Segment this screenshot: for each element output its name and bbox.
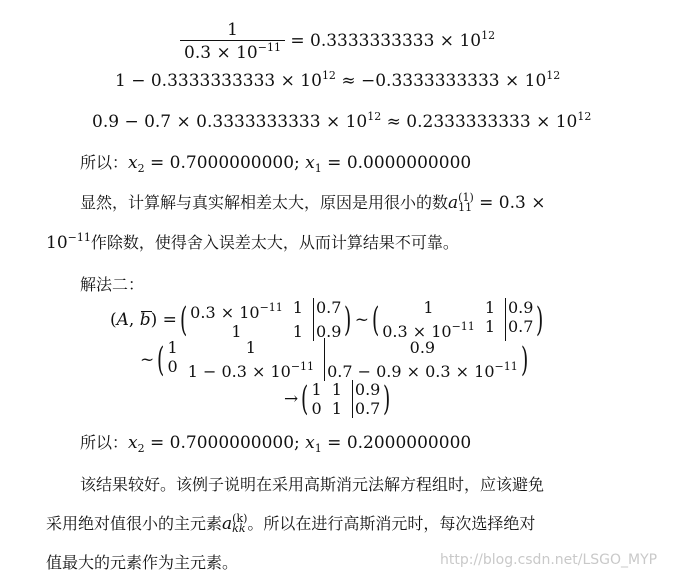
paragraph-2-line-1: 该结果较好。该例子说明在采用高斯消元法解方程组时，应该避免 bbox=[80, 475, 545, 494]
result-line-2: 所以：$x_2 = 0.7000000000$; $x_1 = 0.2000000000$ bbox=[80, 433, 472, 455]
tilde-operator: ~ bbox=[140, 349, 155, 370]
paragraph-2-line-3: 值最大的元素作为主元素。 bbox=[46, 553, 239, 572]
augmented-lhs: (A, b) = bbox=[110, 309, 177, 330]
equation-3: $0.9 - 0.7 \times 0.3333333333 \times 10^{12} \approx 0.2333333333 \times 10^{12}$ bbox=[92, 110, 592, 132]
matrix-2: ( 1 1 0.9 $0.3 \times 10^{-11}$ 1 0.7 ) bbox=[371, 298, 544, 341]
equation-2: $1 - 0.3333333333 \times 10^{12} \approx -0.3333333333 \times 10^{12}$ bbox=[115, 69, 561, 91]
fraction bbox=[180, 20, 285, 63]
paragraph-1-line-1: 显然，计算解与真实解相差太大，原因是用很小的数a (1) 11 = 0.3 × bbox=[80, 191, 546, 214]
augmented-matrix-line bbox=[110, 298, 547, 341]
method-2-label: 解法二： bbox=[80, 275, 145, 294]
equation-1: $\frac{1}{0.3 \times 10^{-11}}$ = $0.3333333333 \times 10^{12}$ bbox=[180, 20, 495, 63]
matrix-3: ( 1 1 0.9 0 $1 - 0.3 \times 10^{-11}$ $0.7 - 0.9 \times 0.3 \times 10^{-11}$ ) bbox=[157, 338, 528, 381]
equation-1-rhs: = 0.3333333333 × 10 bbox=[290, 31, 482, 51]
paragraph-1-line-2: $10^{-11}$作除数，使得舍入误差太大，从而计算结果不可靠。 bbox=[46, 231, 459, 253]
fraction-numerator: 1 bbox=[227, 20, 238, 40]
matrix-4-line bbox=[284, 380, 394, 418]
tilde-operator: ~ bbox=[354, 309, 369, 330]
result-line-1: 所以：$x_2 = 0.7000000000$; $x_1 = 0.0000000000$ bbox=[80, 153, 472, 175]
arrow-operator: → bbox=[284, 389, 299, 409]
fraction-denominator: $0.3 \times 10^{-11}$ bbox=[180, 40, 285, 63]
matrix-3-line bbox=[140, 338, 531, 381]
matrix-4: ( 1 1 0.9 0 1 0.7 ) bbox=[301, 379, 391, 419]
paragraph-2-line-2: 采用绝对值很小的主元素a (k) kk 。所以在进行高斯消元时，每次选择绝对 bbox=[46, 512, 536, 535]
watermark: http://blog.csdn.net/LSGO_MYP bbox=[440, 552, 658, 568]
matrix-1: ( $0.3 \times 10^{-11}$ 1 0.7 1 1 0.9 ) bbox=[179, 298, 352, 341]
